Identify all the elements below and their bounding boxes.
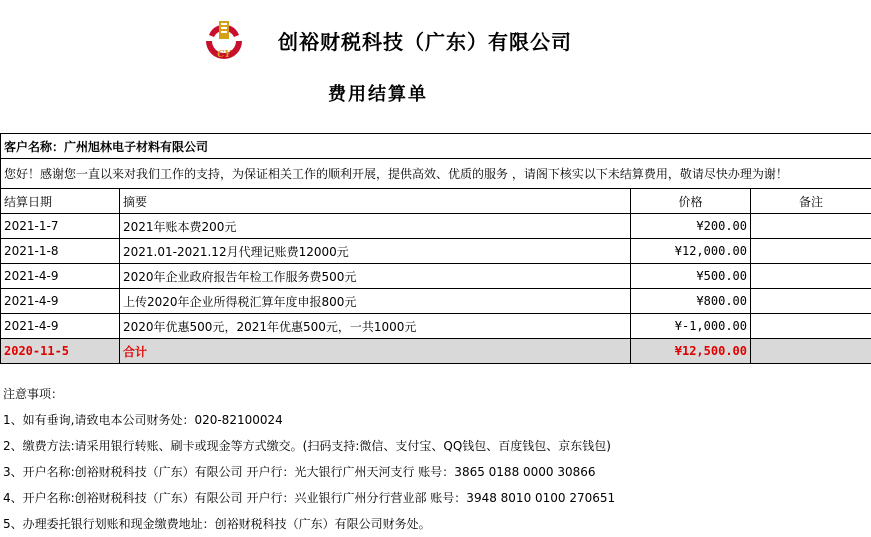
document-header	[0, 0, 871, 128]
greeting-row	[1, 159, 871, 189]
total-price: ¥12,500.00	[631, 339, 751, 364]
customer-cell	[1, 134, 871, 159]
total-date: 2020-11-5	[1, 339, 120, 364]
row-date: 2021-1-7	[1, 214, 120, 239]
row-summary: 上传2020年企业所得税汇算年度申报800元	[120, 289, 631, 314]
row-price: ¥-1,000.00	[631, 314, 751, 339]
table-row	[1, 239, 871, 264]
header-note: 备注	[751, 189, 871, 214]
total-label: 合计	[120, 339, 631, 364]
row-price: ¥200.00	[631, 214, 751, 239]
table-header-row	[1, 189, 871, 214]
row-price: ¥800.00	[631, 289, 751, 314]
settlement-table	[0, 133, 871, 364]
row-note	[751, 289, 871, 314]
table-row	[1, 314, 871, 339]
table-row	[1, 289, 871, 314]
note-item: 4、开户名称:创裕财税科技（广东）有限公司 开户行：兴业银行广州分行营业部 账号：3948 8010 0100 270651	[3, 485, 615, 511]
customer-name: 广州旭林电子材料有限公司	[64, 140, 208, 154]
row-date: 2021-4-9	[1, 314, 120, 339]
header-price: 价格	[631, 189, 751, 214]
row-summary: 2020年企业政府报告年检工作服务费500元	[120, 264, 631, 289]
row-note	[751, 264, 871, 289]
header-summary: 摘要	[120, 189, 631, 214]
notes-title: 注意事项：	[3, 381, 615, 407]
row-summary: 2021年账本费200元	[120, 214, 631, 239]
row-note	[751, 214, 871, 239]
note-item: 5、办理委托银行划账和现金缴费地址：创裕财税科技（广东）有限公司财务处。	[3, 511, 615, 537]
company-logo	[202, 17, 246, 61]
note-item: 1、如有垂询,请致电本公司财务处：020-82100024	[3, 407, 615, 433]
customer-row	[1, 134, 871, 159]
table-row	[1, 214, 871, 239]
table-row	[1, 264, 871, 289]
row-note	[751, 239, 871, 264]
row-summary: 2020年优惠500元，2021年优惠500元，一共1000元	[120, 314, 631, 339]
row-price: ¥12,000.00	[631, 239, 751, 264]
header-date: 结算日期	[1, 189, 120, 214]
total-note	[751, 339, 871, 364]
row-summary: 2021.01-2021.12月代理记账费12000元	[120, 239, 631, 264]
row-date: 2021-4-9	[1, 289, 120, 314]
row-note	[751, 314, 871, 339]
note-item: 3、开户名称:创裕财税科技（广东）有限公司 开户行：光大银行广州天河支行 账号：3865 0188 0000 30866	[3, 459, 615, 485]
company-name: 创裕财税科技（广东）有限公司	[278, 26, 572, 55]
row-price: ¥500.00	[631, 264, 751, 289]
notes-section	[3, 381, 615, 537]
row-date: 2021-1-8	[1, 239, 120, 264]
greeting-text: 您好！感谢您一直以来对我们工作的支持，为保证相关工作的顺利开展，提供高效、优质的服务 ，请阁下核实以下未结算费用，敬请尽快办理为谢！	[1, 159, 871, 189]
total-row	[1, 339, 871, 364]
logo-lettering: CY	[217, 50, 232, 60]
note-item: 2、缴费方法:请采用银行转账、刷卡或现金等方式缴交。(扫码支持:微信、支付宝、QQ钱包、百度钱包、京东钱包)	[3, 433, 615, 459]
document-title: 费用结算单	[328, 80, 428, 106]
customer-label: 客户名称：	[4, 140, 64, 154]
row-date: 2021-4-9	[1, 264, 120, 289]
